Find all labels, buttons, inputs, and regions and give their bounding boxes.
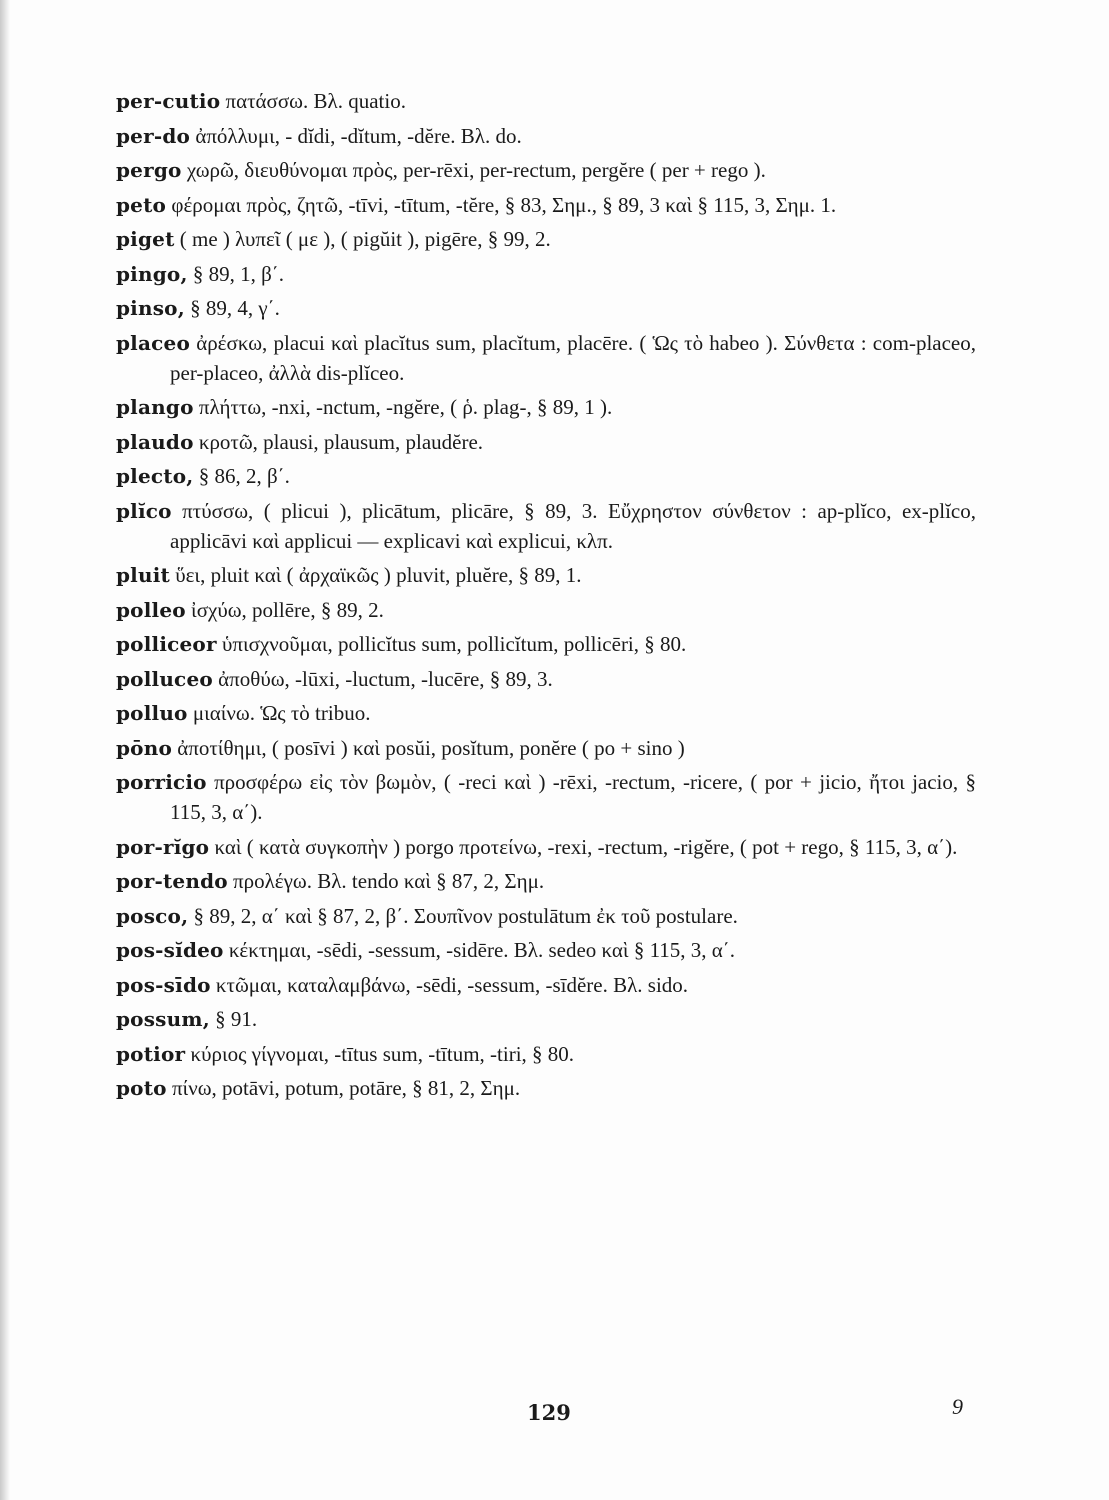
dictionary-entry [116, 970, 976, 1000]
entry-definition: ἀρέσκω, placui καὶ placĭtus sum, placĭtum, placēre. ( Ὡς τὸ habeo ). Σύνθετα : com-placeo, per-placeo, ἀλλὰ dis-plĭceo. [170, 330, 977, 385]
dictionary-entry [116, 496, 976, 556]
dictionary-entry [116, 733, 976, 763]
entry-headword: placeo [116, 330, 190, 355]
entry-definition: πατάσσω. Βλ. quatio. [225, 89, 406, 113]
dictionary-entry [116, 293, 976, 323]
entry-definition: ἀποθύω, -lūxi, -luctum, -lucēre, § 89, 3. [218, 666, 553, 691]
dictionary-entry [116, 121, 976, 151]
entry-headword: porricio [116, 770, 207, 794]
entry-headword: piget [116, 227, 175, 251]
entry-definition: § 89, 4, γ΄. [190, 296, 280, 320]
entry-headword: por-rĭgo [116, 834, 210, 859]
entry-headword: per-cutio [116, 89, 221, 113]
entry-headword: pergo [116, 158, 182, 182]
entry-definition: § 89, 2, α΄ καὶ § 87, 2, β΄. Σουπῖνον postulātum ἐκ τοῦ postulare. [193, 903, 738, 928]
entry-definition: κύριος γίγνομαι, -tītus sum, -tītum, -tiri, § 80. [190, 1041, 575, 1066]
entry-headword: pluit [116, 563, 170, 587]
entry-headword: pos-sīdo [116, 972, 211, 997]
dictionary-entry [116, 392, 976, 422]
dictionary-entry [116, 629, 976, 659]
entry-headword: plĭco [116, 498, 172, 523]
entry-definition: μιαίνω. Ὡς τὸ tribuo. [192, 701, 371, 725]
signature-mark: 9 [952, 1394, 963, 1419]
dictionary-entry [116, 560, 976, 590]
entry-definition: κτῶμαι, καταλαμβάνω, -sēdi, -sessum, -sīdĕre. Βλ. sido. [215, 972, 689, 997]
dictionary-entry [116, 935, 976, 965]
entry-definition: φέρομαι πρὸς, ζητῶ, -tīvi, -tītum, -tĕre, § 83, Σημ., § 89, 3 καὶ § 115, 3, Σημ. 1. [171, 192, 837, 217]
dictionary-entry [116, 664, 976, 694]
entry-headword: plecto, [116, 464, 194, 488]
entry-headword: pos-sĭdeo [116, 938, 224, 962]
entry-definition: § 91. [215, 1007, 258, 1031]
dictionary-entry [116, 901, 976, 931]
dictionary-entry [116, 1004, 976, 1034]
entry-definition: χωρῶ, διευθύνομαι πρὸς, per-rēxi, per-rectum, pergĕre ( per + rego ). [186, 158, 766, 182]
entry-definition: ὑπισχνοῦμαι, pollicĭtus sum, pollicĭtum, pollicēri, § 80. [221, 632, 687, 656]
entry-headword: peto [116, 192, 167, 217]
entry-headword: pingo, [116, 261, 188, 286]
entry-headword: plaudo [116, 429, 194, 454]
dictionary-entry [116, 595, 976, 625]
dictionary-entry [116, 224, 976, 254]
page-number: 129 [527, 1400, 571, 1425]
entry-definition: πίνω, potāvi, potum, potāre, § 81, 2, Σημ. [171, 1076, 521, 1100]
entry-definition: πτύσσω, ( plicui ), plicātum, plicāre, § 89, 3. Εὔχρηστον σύνθετον : ap-plĭco, ex-plĭco, applicāvi καὶ applicui — explicavi καὶ explicui, κλπ. [170, 498, 977, 553]
dictionary-entry [116, 259, 976, 289]
entry-headword: plango [116, 395, 194, 419]
entry-definition: ἀπόλλυμι, - dĭdi, -dĭtum, -dĕre. Βλ. do. [195, 123, 522, 148]
dictionary-entry [116, 461, 976, 491]
dictionary-entry [116, 767, 976, 827]
page-edge-shadow [0, 0, 10, 1500]
entry-definition: ὕει, pluit καὶ ( ἀρχαϊκῶς ) pluvit, pluĕre, § 89, 1. [175, 563, 582, 587]
entry-definition: § 86, 2, β΄. [198, 464, 290, 488]
entry-definition: προλέγω. Βλ. tendo καὶ § 87, 2, Σημ. [233, 869, 545, 893]
entry-headword: pōno [116, 735, 173, 760]
entry-definition: ἀποτίθημι, ( posīvi ) καὶ posŭi, posĭtum, ponĕre ( po + sino ) [177, 735, 685, 760]
dictionary-entries [116, 86, 976, 1108]
entry-definition: ἰσχύω, pollēre, § 89, 2. [191, 597, 384, 622]
dictionary-entry [116, 328, 976, 388]
dictionary-entry [116, 155, 976, 185]
dictionary-entry [116, 866, 976, 896]
entry-headword: polliceor [116, 632, 217, 656]
entry-definition: προσφέρω εἰς τὸν βωμὸν, ( -reci καὶ ) -rēxi, -rectum, -ricere, ( por + jicio, ἤτοι jacio, § 115, 3, α΄). [170, 770, 976, 824]
entry-definition: πλήττω, -nxi, -nctum, -ngĕre, ( ῥ. plag-, § 89, 1 ). [198, 395, 613, 419]
dictionary-entry [116, 832, 976, 862]
entry-definition: καὶ ( κατὰ συγκοπὴν ) porgo προτείνω, -rexi, -rectum, -rigĕre, ( pot + rego, § 115, 3, α΄). [214, 834, 958, 859]
entry-headword: pinso, [116, 296, 185, 320]
entry-definition: κροτῶ, plausi, plausum, plaudĕre. [198, 429, 484, 454]
entry-definition: κέκτημαι, -sēdi, -sessum, -sidēre. Βλ. sedeo καὶ § 115, 3, α΄. [228, 938, 736, 962]
dictionary-entry [116, 427, 976, 457]
dictionary-entry [116, 698, 976, 728]
dictionary-entry [116, 1039, 976, 1069]
entry-headword: polluo [116, 701, 188, 725]
entry-headword: per-do [116, 123, 191, 148]
entry-headword: polluceo [116, 666, 213, 691]
dictionary-entry [116, 86, 976, 116]
entry-headword: por-tendo [116, 869, 228, 893]
entry-headword: polleo [116, 597, 186, 622]
entry-definition: ( me ) λυπεῖ ( με ), ( pigŭit ), pigēre, § 99, 2. [179, 227, 551, 251]
entry-headword: potior [116, 1041, 186, 1066]
entry-headword: poto [116, 1076, 167, 1100]
dictionary-entry [116, 1073, 976, 1103]
entry-definition: § 89, 1, β΄. [192, 261, 285, 286]
dictionary-entry [116, 190, 976, 220]
entry-headword: possum, [116, 1007, 210, 1031]
entry-headword: posco, [116, 903, 189, 928]
